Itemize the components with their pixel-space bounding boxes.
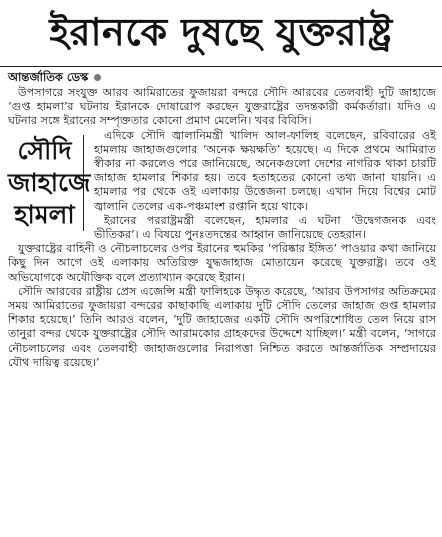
bullet-icon bbox=[94, 74, 101, 81]
pull-quote-line-2: জাহাজে bbox=[8, 167, 91, 197]
byline bbox=[8, 70, 101, 84]
paragraph-3: ইরানের পররাষ্ট্রমন্ত্রী বলেছেন, হামলার এ ঘটনা ‘উদ্বেগজনক এবং ভীতিকর’। এ বিষয়ে পুনঃতদন্তের আহ্বান জানিয়েছে তেহরান। bbox=[94, 213, 436, 242]
pull-quote-line-1: সৌদি bbox=[17, 135, 72, 165]
paragraph-2: এদিকে সৌদি জ্বালানিমন্ত্রী খালিদ আল-ফালিহ বলেছেন, রবিবারের ওই হামলায় জাহাজগুলোর ‘অনেক ক্ষয়ক্ষতি’ হয়েছে। এ দিকে প্রথমে আমিরাত স্বীকার না করলেও পরে জানিয়েছে, অনেকগুলো দেশের নাগরিক থাকা চারটি জাহাজ হামলার শিকার হয়। তবে হতাহতের কোনো তথ্য জানা যায়নি। এ হামলার পর থেকে ওই এলাকায় উত্তেজনা চলছে। এখান দিয়ে বিশ্বের মোট জ্বালানি তেলের এক-পঞ্চমাংশ রপ্তানি হয়ে থাকে। bbox=[94, 128, 436, 213]
article-body bbox=[8, 86, 436, 370]
paragraph-5: সৌদি আরবের রাষ্ট্রীয় প্রেস এজেন্সি মন্ত্রী ফালিহকে উদ্ধৃত করেছে, ‘আরব উপসাগর অতিক্রমের সময় আমিরাতের ফুজায়রা বন্দরের কাছাকাছি এলাকায় দুটি সৌদি তেলের জাহাজ গুপ্ত হামলার শিকার হয়েছে।’ তিনি আরও বলেন, ‘দুটি জাহাজের একটি সৌদি অপরিশোধিত তেল নিয়ে রাস তানুরা বন্দর থেকে যুক্তরাষ্ট্রের সৌদি আরামকোর গ্রাহকদের উদ্দেশে যাচ্ছিল।’ মন্ত্রী বলেন, ‘সাগরে নৌচলাচলের এবং তেলবাহী জাহাজগুলোর নিরাপত্তা নিশ্চিত করতে আন্তর্জাতিক সম্প্রদায়ের যৌথ দায়িত্ব রয়েছে।’ bbox=[8, 284, 436, 369]
pull-quote bbox=[8, 135, 91, 231]
headline: ইরানকে দুষছে যুক্তরাষ্ট্র bbox=[49, 10, 393, 54]
headline-divider bbox=[0, 66, 442, 67]
paragraph-1: উপসাগরে সংযুক্ত আরব আমিরাতের ফুজায়রা বন্দরে সৌদি আরবের তেলবাহী দুটি জাহাজে ‘গুপ্ত হামলা’র ঘটনায় ইরানকে দোষারোপ করছেন যুক্তরাষ্ট্রের তদন্তকারী কর্মকর্তারা। যদিও এ ঘটনার সঙ্গে ইরানের সম্পৃক্ততার কোনো প্রমাণ মেলেনি। খবর বিবিসি। bbox=[8, 86, 436, 128]
paragraph-4: যুক্তরাষ্ট্রের বাহিনী ও নৌচলাচলের ওপর ইরানের হুমকির ‘পরিষ্কার ইঙ্গিত’ পাওয়ার কথা জানিয়ে কিছু দিন আগে ওই এলাকায় অতিরিক্ত যুদ্ধজাহাজ মোতায়েন করেছে যুক্তরাষ্ট্র। তবে ওই অভিযোগকে অযৌক্তিক বলে প্রত্যাখ্যান করেছে ইরান। bbox=[8, 242, 436, 284]
pull-quote-line-3: হামলা bbox=[14, 199, 75, 229]
byline-text: আন্তর্জাতিক ডেস্ক bbox=[8, 70, 89, 84]
